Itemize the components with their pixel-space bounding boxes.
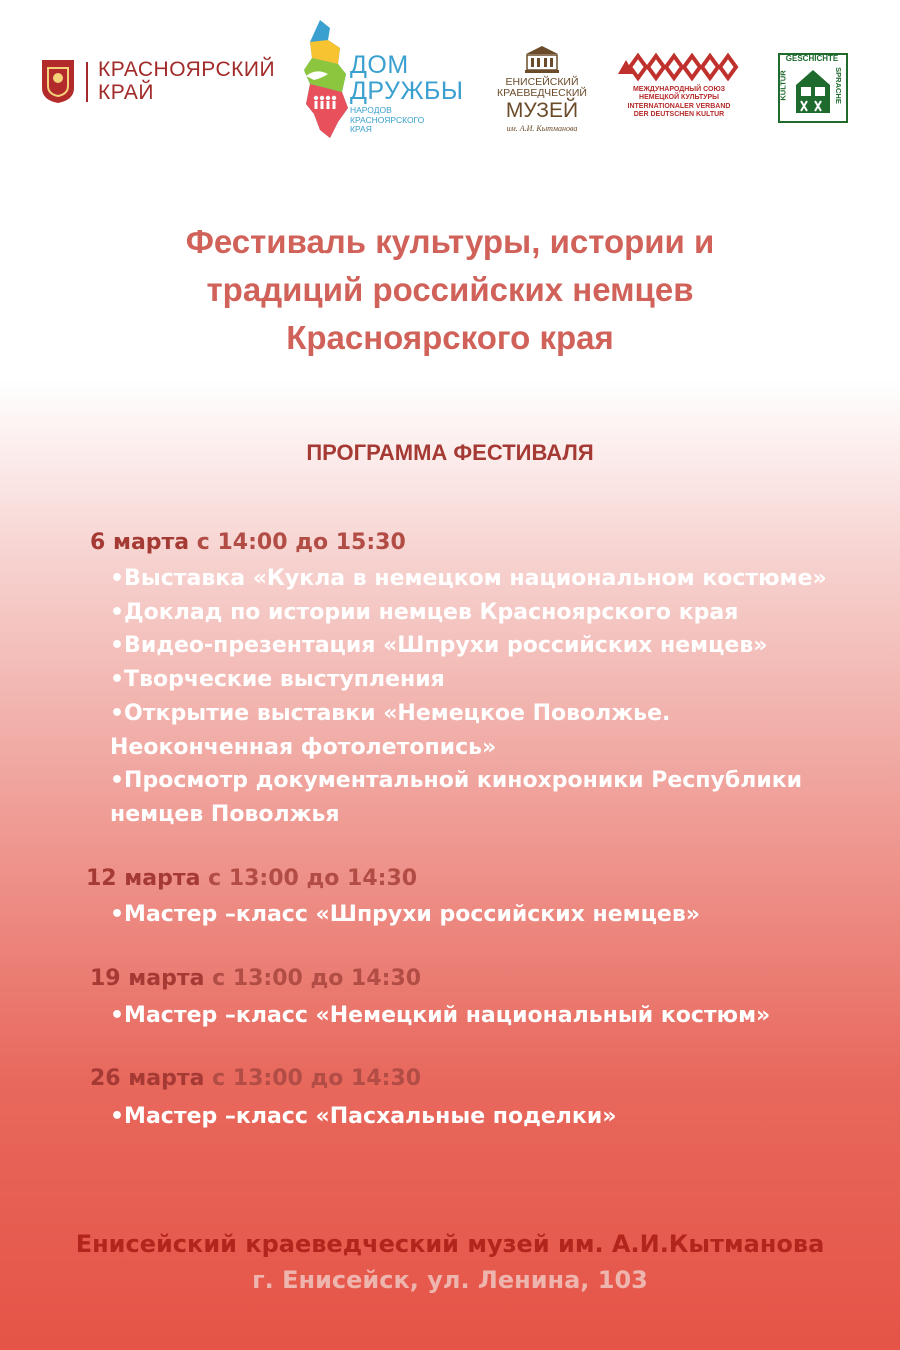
footer-address: г. Енисейск, ул. Ленина, 103 (252, 1266, 648, 1294)
festival-title (0, 218, 900, 362)
house-icon (794, 67, 832, 115)
schedule-item: •Открытие выставки «Немецкое Поволжье. (110, 701, 671, 726)
german-culture-union-logo (612, 52, 746, 124)
schedule-date-row (90, 966, 421, 991)
museum-line-1: ЕНИСЕЙСКИЙ КРАЕВЕДЧЕСКИЙ (497, 76, 587, 99)
krasnoyarsk-kray-logo (40, 58, 280, 108)
museum-line-3: им. А.И. Кытманова (506, 124, 578, 133)
schedule-item: •Мастер –класс «Пасхальные поделки» (110, 1104, 617, 1129)
schedule-item: •Выставка «Кукла в немецком национальном костюме» (110, 566, 827, 591)
museum-line-2: МУЗЕЙ (505, 99, 579, 122)
footer-museum-name: Енисейский краеведческий музей им. А.И.Кытманова (75, 1230, 825, 1258)
schedule-time: с 14:00 до 15:30 (189, 530, 406, 555)
schedule-date-row (90, 530, 406, 555)
dom-druzhby-subtitle: НАРОДОВ КРАСНОЯРСКОГО КРАЯ (350, 105, 425, 134)
title-line-2: традиций российских немцев (206, 271, 694, 308)
schedule-time: с 13:00 до 14:30 (200, 866, 418, 891)
schedule-item: Неоконченная фотолетопись» (110, 735, 497, 760)
schedule-date: 6 марта (90, 530, 190, 555)
schedule-item: немцев Поволжья (110, 802, 340, 827)
schedule-item: •Видео-презентация «Шпрухи российских немцев» (110, 633, 768, 658)
krasnoyarsk-kray-text: КРАСНОЯРСКИЙ КРАЙ (98, 58, 276, 104)
kultur-top-text: GESCHICHTE (785, 54, 839, 63)
schedule-item: •Мастер –класс «Шпрухи российских немцев» (110, 902, 700, 927)
schedule-date-row (90, 1066, 421, 1091)
coat-of-arms-icon (40, 58, 76, 104)
schedule-item: •Просмотр документальной кинохроники Республики (110, 768, 803, 793)
schedule-item: •Доклад по истории немцев Красноярского края (110, 600, 739, 625)
union-text: МЕЖДУНАРОДНЫЙ СОЮЗ НЕМЕЦКОЙ КУЛЬТУРЫ INTERNATIONALER VERBAND DER DEUTSCHEN KULTUR (627, 86, 731, 119)
schedule-item: •Творческие выступления (110, 667, 445, 692)
title-line-1: Фестиваль культуры, истории и (185, 223, 715, 260)
schedule-time: с 13:00 до 14:30 (204, 1066, 422, 1091)
schedule-date-row (86, 866, 417, 891)
title-line-3: Красноярского края (286, 319, 614, 356)
ornament-icon (616, 52, 742, 82)
schedule-date: 26 марта (90, 1066, 205, 1091)
schedule-time: с 13:00 до 14:30 (204, 966, 422, 991)
museum-logo (492, 44, 592, 136)
dom-druzhby-logo (300, 18, 470, 140)
schedule-date: 19 марта (90, 966, 205, 991)
program-heading: ПРОГРАММА ФЕСТИВАЛЯ (306, 440, 594, 465)
kultur-right-text: SPRACHE (833, 67, 843, 104)
museum-building-icon (524, 44, 560, 74)
dom-druzhby-name: ДОМ ДРУЖБЫ (350, 51, 464, 105)
kultur-left-text: KULTUR (778, 70, 788, 101)
logo-separator (86, 62, 88, 102)
logo-bar (0, 0, 900, 150)
schedule-date: 12 марта (86, 866, 201, 891)
region-map-icon (300, 18, 350, 140)
schedule-item: •Мастер –класс «Немецкий национальный костюм» (110, 1003, 771, 1028)
kultur-geschichte-sprache-logo (778, 53, 848, 123)
